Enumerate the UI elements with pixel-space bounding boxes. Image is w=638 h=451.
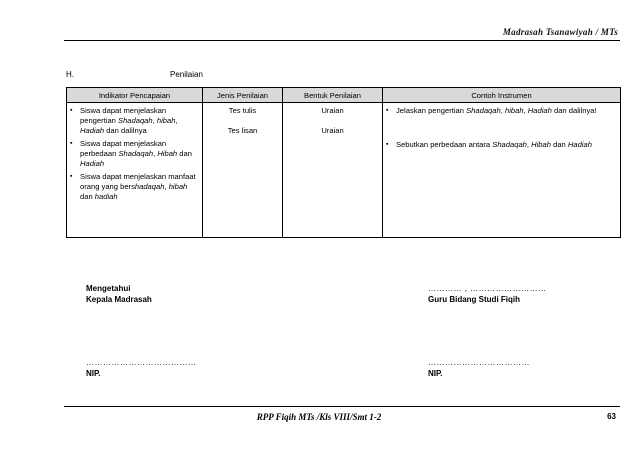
footer-divider [64,406,620,407]
signature-right-title: Guru Bidang Studi Fiqih [428,295,520,304]
table-header-row [67,88,621,103]
signature-right-block [428,357,530,379]
bentuk-item: Uraian [321,106,344,115]
page-number: 63 [607,412,616,421]
header-indikator: Indikator Pencapaian [67,88,203,103]
section-number: H. [66,70,74,79]
instrument-item: ▪ Jelaskan pengertian Shadaqah, hibah, Hadiah dan dalilnya! [386,106,597,115]
signature-right-dots: ……………………………… [428,358,530,367]
table-row [67,103,621,238]
jenis-item: Tes lisan [227,126,258,135]
indicator-item: ▪ Siswa dapat menjelaskan pengertian Shadaqah, hibah, Hadiah dan dalilnya [70,106,178,135]
header-bentuk: Bentuk Penilaian [283,88,383,103]
header-jenis: Jenis Penilaian [203,88,283,103]
bullet-square-icon: ▪ [386,141,389,148]
signature-left-dots: ………………………………… [86,358,197,367]
indicator-item: ▪ Siswa dapat menjelaskan manfaat orang yang bershadaqah, hibah dan hadiah [70,172,196,201]
signature-right-date: ………… , ……………………… [428,284,547,293]
footer-title: RPP Fiqih MTs /Kls VIII/Smt 1-2 [256,412,382,422]
signature-left-title: Kepala Madrasah [86,295,152,304]
bullet-square-icon: ▪ [70,107,73,114]
cell-instrumen [383,103,621,238]
section-label: Penilaian [170,70,203,79]
bentuk-item: Uraian [321,126,344,135]
bullet-square-icon: ▪ [70,140,73,147]
bullet-square-icon: ▪ [386,107,389,114]
signature-left-nip: NIP. [86,369,101,378]
header-contoh: Contoh Instrumen [383,88,621,103]
signature-right-nip: NIP. [428,369,443,378]
signature-right [428,283,547,305]
indicator-item: ▪ Siswa dapat menjelaskan perbedaan Shadaqah, Hibah dan Hadiah [70,139,192,168]
assessment-table [66,87,621,238]
instrument-item: ▪ Sebutkan perbedaan antara Shadaqah, Hibah dan Hadiah [386,140,592,149]
jenis-item: Tes tulis [228,106,257,115]
cell-indikator [67,103,203,238]
header-title: Madrasah Tsanawiyah / MTs [502,27,618,37]
signature-left-block [86,357,197,379]
signature-left [86,283,152,305]
signature-left-line1: Mengetahui [86,284,131,293]
bullet-square-icon: ▪ [70,173,73,180]
header-divider [64,40,620,41]
cell-bentuk [283,103,383,238]
cell-jenis [203,103,283,238]
